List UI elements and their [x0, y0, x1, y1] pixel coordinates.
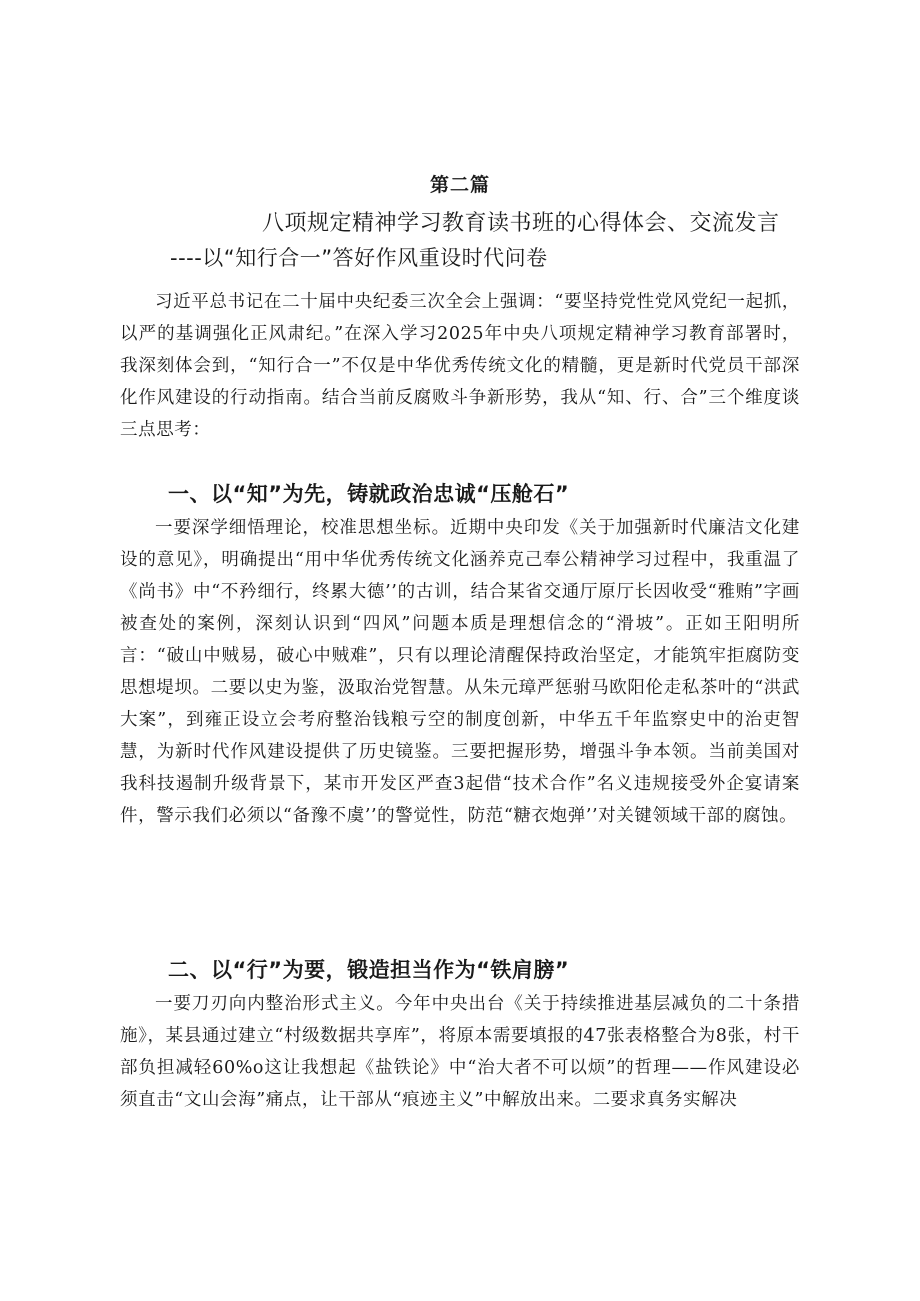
intro-section [120, 286, 800, 446]
section-1-paragraph: 一要深学细悟理论，校准思想坐标。近期中央印发《关于加强新时代廉洁文化建设的意见》，明确提出“用中华优秀传统文化涵养克己奉公精神学习过程中，我重温了《尚书》中“不矜细行，终累大德’’的古训，结合某省交通厅原厅长因收受“雅贿”字画被查处的案例，深刻认识到“四风”问题本质是理想信念的“滑坡”。正如王阳明所言：“破山中贼易，破心中贼难”，只有以理论清醒保持政治坚定，才能筑牢拒腐防变思想堤坝。二要以史为鉴，汲取治党智慧。从朱元璋严惩驸马欧阳伦走私茶叶的“洪武大案”，到雍正设立会考府整治钱粮亏空的制度创新，中华五千年监察史中的治吏智慧，为新时代作风建设提供了历史镜鉴。三要把握形势，增强斗争本领。当前美国对我科技遏制升级背景下，某市开发区严查3起借“技术合作”名义违规接受外企宴请案件，警示我们必须以“备豫不虞’’的警觉性，防范“糖衣炮弹’’对关键领域干部的腐蚀。 [120, 518, 800, 826]
section-2-paragraph: 一要刀刃向内整治形式主义。今年中央出台《关于持续推进基层减负的二十条措施》，某县通过建立“村级数据共享库”，将原本需要填报的47张表格整合为8张，村干部负担减轻60%o这让我想起《盐铁论》中“治大者不可以烦”的哲理——作风建设必须直击“文山会海”痛点，让干部从“痕迹主义”中解放出来。二要求真务实解决 [120, 994, 800, 1110]
intro-paragraph: 习近平总书记在二十届中央纪委三次全会上强调：“要坚持党性党风党纪一起抓，以严的基调强化正风肃纪。”在深入学习2025年中央八项规定精神学习教育部署时，我深刻体会到，“知行合一”不仅是中华优秀传统文化的精髓，更是新时代党员干部深化作风建设的行动指南。结合当前反腐败斗争新形势，我从“知、行、合”三个维度谈三点思考： [120, 292, 800, 440]
document-title: 八项规定精神学习教育读书班的心得体会、交流发言 [262, 211, 780, 236]
section-1-body [120, 512, 800, 832]
section-1-heading: 一、以“知”为先，铸就政治忠诚“压舱石” [168, 482, 570, 506]
section-2-heading: 二、以“行”为要，锻造担当作为“铁肩膀” [168, 958, 570, 982]
document-label: 第二篇 [429, 174, 490, 196]
section-2-body [120, 988, 800, 1116]
document-subtitle: ----以“知行合一”答好作风重设时代问卷 [170, 246, 548, 270]
